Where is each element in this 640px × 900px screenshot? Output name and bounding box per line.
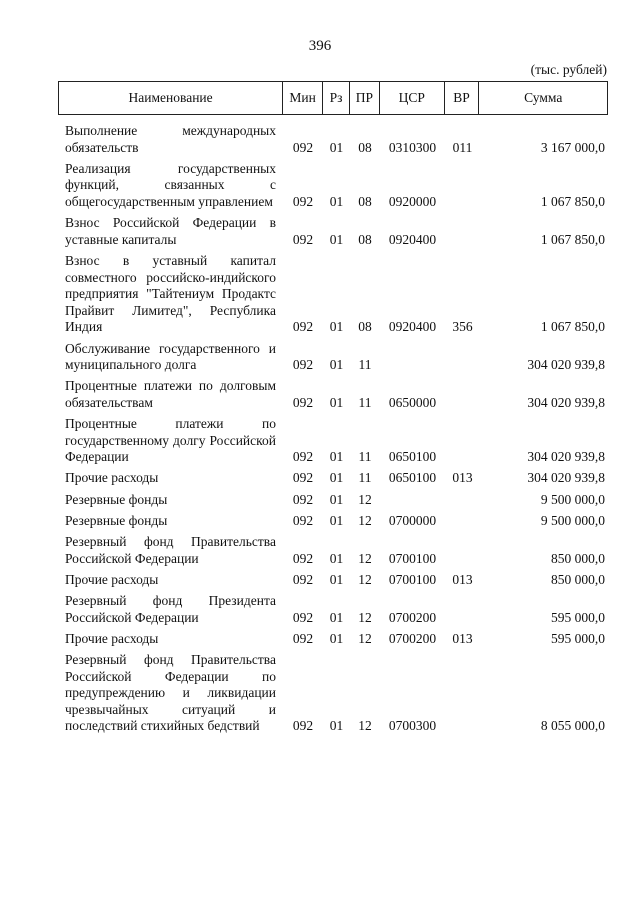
cell-pr: 11 [358, 449, 372, 465]
cell-csr: 0700300 [388, 718, 437, 734]
table-row [58, 593, 608, 626]
cell-csr: 0700200 [388, 609, 437, 625]
units-label: (тыс. рублей) [530, 62, 607, 77]
header-sum: Сумма [524, 90, 563, 105]
cell-csr: 0700200 [388, 630, 437, 646]
table-row [58, 492, 608, 509]
cell-rz: 01 [329, 609, 344, 625]
cell-sum: 304 020 939,8 [527, 470, 605, 486]
cell-pr: 08 [358, 139, 372, 155]
cell-min: 092 [292, 394, 314, 410]
cell-pr: 12 [358, 630, 372, 646]
cell-name: Процентные платежи по долговым обязательствам [65, 378, 276, 410]
cell-rz: 01 [329, 394, 344, 410]
cell-name: Прочие расходы [65, 571, 159, 587]
cell-csr: 0920400 [388, 319, 437, 335]
table-row [58, 652, 608, 735]
cell-rz: 01 [329, 231, 344, 247]
cell-rz: 01 [329, 718, 344, 734]
cell-rz: 01 [329, 512, 344, 528]
header-pr: ПР [350, 82, 380, 114]
cell-rz: 01 [329, 550, 344, 566]
cell-pr: 12 [358, 571, 372, 587]
table-row [58, 253, 608, 336]
cell-min: 092 [292, 630, 314, 646]
cell-pr: 11 [358, 394, 372, 410]
cell-rz: 01 [329, 571, 344, 587]
cell-min: 092 [292, 571, 314, 587]
table-row [58, 161, 608, 211]
cell-min: 092 [292, 470, 314, 486]
cell-name: Резервный фонд Правительства Российской Федерации по предупреждению и ликвидации чрезвычайных ситуаций и последствий стихийных бедствий [65, 651, 276, 734]
cell-pr: 12 [358, 550, 372, 566]
cell-sum: 1 067 850,0 [540, 193, 605, 209]
cell-name: Резервный фонд Президента Российской Федерации [65, 592, 276, 625]
cell-min: 092 [292, 609, 314, 625]
cell-csr: 0700100 [388, 571, 437, 587]
table-row [58, 513, 608, 530]
cell-rz: 01 [329, 491, 344, 507]
cell-csr: 0700100 [388, 550, 437, 566]
cell-min: 092 [292, 231, 314, 247]
header-min: Мин [283, 82, 323, 114]
cell-vr: 356 [452, 319, 473, 335]
table-row [58, 123, 608, 156]
cell-min: 092 [292, 357, 314, 373]
cell-csr: 0310300 [388, 139, 437, 155]
cell-sum: 304 020 939,8 [527, 394, 605, 410]
cell-min: 092 [292, 449, 314, 465]
cell-sum: 850 000,0 [551, 571, 605, 587]
cell-vr: 011 [452, 139, 473, 155]
cell-csr: 0650000 [388, 394, 437, 410]
cell-pr: 12 [358, 718, 372, 734]
header-rz: Рз [323, 82, 350, 114]
cell-pr: 12 [358, 491, 372, 507]
cell-pr: 11 [358, 357, 372, 373]
cell-csr: 0700000 [388, 512, 437, 528]
cell-pr: 11 [358, 470, 372, 486]
cell-vr: 013 [452, 571, 473, 587]
table-row [58, 215, 608, 248]
header-name: Наименование [59, 82, 283, 114]
cell-min: 092 [292, 139, 314, 155]
cell-csr: 0650100 [388, 449, 437, 465]
cell-vr: 013 [452, 630, 473, 646]
page-number: 396 [308, 38, 332, 54]
cell-min: 092 [292, 512, 314, 528]
cell-rz: 01 [329, 319, 344, 335]
cell-rz: 01 [329, 630, 344, 646]
cell-pr: 08 [358, 319, 372, 335]
cell-pr: 08 [358, 231, 372, 247]
cell-name: Реализация государственных функций, связанных с общегосударственным управлением [65, 160, 276, 209]
cell-min: 092 [292, 550, 314, 566]
cell-sum: 850 000,0 [551, 550, 605, 566]
table-row [58, 631, 608, 648]
cell-sum: 304 020 939,8 [527, 357, 605, 373]
table-header [58, 81, 608, 115]
cell-sum: 595 000,0 [551, 630, 605, 646]
header-csr: ЦСР [380, 82, 445, 114]
table-row [58, 470, 608, 487]
cell-vr: 013 [452, 470, 473, 486]
header-vr: ВР [445, 82, 480, 114]
cell-sum: 9 500 000,0 [540, 491, 605, 507]
cell-sum: 9 500 000,0 [540, 512, 605, 528]
table-row [58, 416, 608, 466]
cell-name: Резервный фонд Правительства Российской Федерации [65, 534, 276, 566]
cell-rz: 01 [329, 193, 344, 209]
cell-name: Обслуживание государственного и муниципального долга [65, 340, 276, 373]
cell-sum: 3 167 000,0 [540, 139, 605, 155]
cell-sum: 1 067 850,0 [540, 231, 605, 247]
cell-pr: 12 [358, 512, 372, 528]
cell-pr: 08 [358, 193, 372, 209]
cell-rz: 01 [329, 449, 344, 465]
cell-rz: 01 [329, 357, 344, 373]
cell-min: 092 [292, 718, 314, 734]
cell-min: 092 [292, 491, 314, 507]
table-body [58, 123, 608, 740]
cell-rz: 01 [329, 470, 344, 486]
table-row [58, 572, 608, 589]
cell-name: Выполнение международных обязательств [65, 123, 276, 155]
table-row [58, 534, 608, 567]
cell-csr: 0920000 [388, 193, 437, 209]
cell-name: Взнос Российской Федерации в уставные капиталы [65, 215, 276, 247]
cell-sum: 595 000,0 [551, 609, 605, 625]
cell-rz: 01 [329, 139, 344, 155]
cell-pr: 12 [358, 609, 372, 625]
cell-min: 092 [292, 193, 314, 209]
cell-sum: 8 055 000,0 [540, 718, 605, 734]
cell-csr: 0920400 [388, 231, 437, 247]
table-row [58, 378, 608, 411]
cell-name: Процентные платежи по государственному долгу Российской Федерации [65, 416, 276, 465]
cell-sum: 1 067 850,0 [540, 319, 605, 335]
cell-name: Прочие расходы [65, 470, 159, 486]
cell-name: Резервные фонды [65, 512, 168, 528]
cell-csr: 0650100 [388, 470, 437, 486]
cell-name: Взнос в уставный капитал совместного российско-индийского предприятия "Тайтениум Продактс Прайвит Лимитед", Республика Индия [65, 252, 276, 335]
cell-sum: 304 020 939,8 [527, 449, 605, 465]
cell-name: Резервные фонды [65, 491, 168, 507]
table-row [58, 341, 608, 374]
cell-min: 092 [292, 319, 314, 335]
cell-name: Прочие расходы [65, 630, 159, 646]
